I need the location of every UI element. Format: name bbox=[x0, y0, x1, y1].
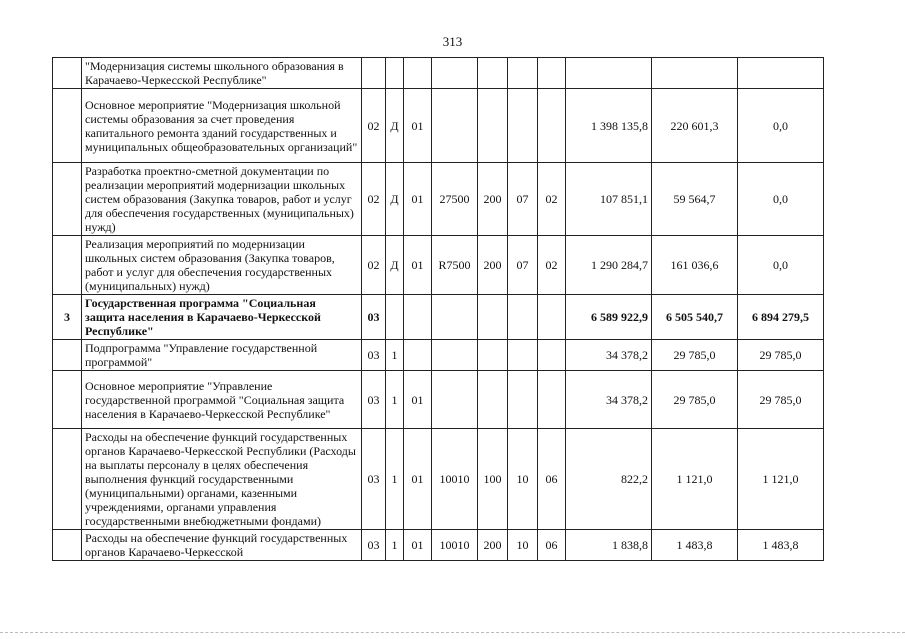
amount-year2-cell: 29 785,0 bbox=[652, 340, 738, 371]
item-name-cell: Государственная программа "Социальная защита населения в Карачаево-Черкесской Республике" bbox=[82, 295, 362, 340]
amount-year1-cell bbox=[566, 58, 652, 89]
subsection-cell: 06 bbox=[538, 429, 566, 530]
amount-year1-cell: 34 378,2 bbox=[566, 371, 652, 429]
amount-year3-cell: 29 785,0 bbox=[738, 371, 824, 429]
activity-code-cell: 01 bbox=[404, 530, 432, 561]
activity-code-cell bbox=[404, 295, 432, 340]
row-number-cell bbox=[53, 429, 82, 530]
direction-code-cell: 27500 bbox=[432, 163, 478, 236]
program-code-cell: 02 bbox=[362, 236, 386, 295]
subprogram-code-cell bbox=[386, 58, 404, 89]
program-code-cell: 02 bbox=[362, 163, 386, 236]
subsection-cell: 02 bbox=[538, 163, 566, 236]
subsection-cell bbox=[538, 58, 566, 89]
expense-type-cell bbox=[478, 89, 508, 163]
activity-code-cell: 01 bbox=[404, 163, 432, 236]
program-code-cell: 03 bbox=[362, 340, 386, 371]
amount-year2-cell: 29 785,0 bbox=[652, 371, 738, 429]
amount-year2-cell bbox=[652, 58, 738, 89]
amount-year1-cell: 6 589 922,9 bbox=[566, 295, 652, 340]
subprogram-code-cell: Д bbox=[386, 236, 404, 295]
row-number-cell bbox=[53, 340, 82, 371]
expense-type-cell bbox=[478, 371, 508, 429]
amount-year3-cell: 29 785,0 bbox=[738, 340, 824, 371]
direction-code-cell: 10010 bbox=[432, 429, 478, 530]
amount-year1-cell: 1 290 284,7 bbox=[566, 236, 652, 295]
table-row bbox=[53, 236, 824, 295]
amount-year1-cell: 1 838,8 bbox=[566, 530, 652, 561]
table-row bbox=[53, 163, 824, 236]
section-cell: 07 bbox=[508, 163, 538, 236]
expense-type-cell: 200 bbox=[478, 530, 508, 561]
row-number-cell bbox=[53, 163, 82, 236]
amount-year2-cell: 59 564,7 bbox=[652, 163, 738, 236]
direction-code-cell bbox=[432, 371, 478, 429]
item-name-cell: Основное мероприятие "Модернизация школьной системы образования за счет проведения капитального ремонта зданий государственных и муниципальных общеобразовательных организаций" bbox=[82, 89, 362, 163]
amount-year3-cell: 0,0 bbox=[738, 89, 824, 163]
subprogram-code-cell: Д bbox=[386, 163, 404, 236]
direction-code-cell: 10010 bbox=[432, 530, 478, 561]
item-name-cell: "Модернизация системы школьного образования в Карачаево-Черкесской Республике" bbox=[82, 58, 362, 89]
subsection-cell: 02 bbox=[538, 236, 566, 295]
scan-edge-line bbox=[0, 632, 905, 633]
row-number-cell bbox=[53, 58, 82, 89]
direction-code-cell bbox=[432, 89, 478, 163]
section-cell bbox=[508, 58, 538, 89]
activity-code-cell bbox=[404, 58, 432, 89]
row-number-cell bbox=[53, 89, 82, 163]
table-row bbox=[53, 58, 824, 89]
table-row bbox=[53, 371, 824, 429]
row-number-cell bbox=[53, 530, 82, 561]
amount-year2-cell: 1 483,8 bbox=[652, 530, 738, 561]
amount-year2-cell: 1 121,0 bbox=[652, 429, 738, 530]
section-cell bbox=[508, 371, 538, 429]
subprogram-code-cell: 1 bbox=[386, 371, 404, 429]
subsection-cell bbox=[538, 340, 566, 371]
item-name-cell: Расходы на обеспечение функций государственных органов Карачаево-Черкесской Республики (Расходы на выплаты персоналу в целях обеспечения выполнения функций государственными (муниципальными) органами, казенными учреждениями, органами управления государственными внебюджетными фондами) bbox=[82, 429, 362, 530]
table-row bbox=[53, 89, 824, 163]
subsection-cell bbox=[538, 89, 566, 163]
direction-code-cell: R7500 bbox=[432, 236, 478, 295]
item-name-cell: Подпрограмма "Управление государственной программой" bbox=[82, 340, 362, 371]
subprogram-code-cell: 1 bbox=[386, 530, 404, 561]
program-code-cell: 03 bbox=[362, 530, 386, 561]
activity-code-cell: 01 bbox=[404, 429, 432, 530]
program-code-cell: 02 bbox=[362, 89, 386, 163]
expense-type-cell: 200 bbox=[478, 163, 508, 236]
item-name-cell: Расходы на обеспечение функций государственных органов Карачаево-Черкесской bbox=[82, 530, 362, 561]
table-row bbox=[53, 429, 824, 530]
activity-code-cell bbox=[404, 340, 432, 371]
program-code-cell bbox=[362, 58, 386, 89]
section-cell bbox=[508, 89, 538, 163]
section-cell bbox=[508, 295, 538, 340]
program-code-cell: 03 bbox=[362, 295, 386, 340]
amount-year3-cell bbox=[738, 58, 824, 89]
budget-table bbox=[52, 57, 824, 561]
activity-code-cell: 01 bbox=[404, 89, 432, 163]
direction-code-cell bbox=[432, 340, 478, 371]
section-cell: 10 bbox=[508, 429, 538, 530]
direction-code-cell bbox=[432, 295, 478, 340]
amount-year2-cell: 161 036,6 bbox=[652, 236, 738, 295]
table-row bbox=[53, 530, 824, 561]
item-name-cell: Реализация мероприятий по модернизации школьных систем образования (Закупка товаров, работ и услуг для обеспечения государственных (муниципальных) нужд) bbox=[82, 236, 362, 295]
activity-code-cell: 01 bbox=[404, 236, 432, 295]
amount-year3-cell: 1 483,8 bbox=[738, 530, 824, 561]
subsection-cell bbox=[538, 371, 566, 429]
row-number-cell bbox=[53, 236, 82, 295]
section-cell: 10 bbox=[508, 530, 538, 561]
table-row bbox=[53, 295, 824, 340]
expense-type-cell bbox=[478, 295, 508, 340]
table-row bbox=[53, 340, 824, 371]
amount-year2-cell: 6 505 540,7 bbox=[652, 295, 738, 340]
expense-type-cell: 200 bbox=[478, 236, 508, 295]
expense-type-cell bbox=[478, 340, 508, 371]
subprogram-code-cell: 1 bbox=[386, 340, 404, 371]
amount-year3-cell: 1 121,0 bbox=[738, 429, 824, 530]
subprogram-code-cell bbox=[386, 295, 404, 340]
subsection-cell bbox=[538, 295, 566, 340]
section-cell bbox=[508, 340, 538, 371]
activity-code-cell: 01 bbox=[404, 371, 432, 429]
section-cell: 07 bbox=[508, 236, 538, 295]
item-name-cell: Разработка проектно-сметной документации по реализации мероприятий модернизации школьных систем образования (Закупка товаров, работ и услуг для обеспечения государственных (муниципальных) нужд) bbox=[82, 163, 362, 236]
page-number: 313 bbox=[442, 34, 463, 49]
row-number-cell: 3 bbox=[53, 295, 82, 340]
amount-year2-cell: 220 601,3 bbox=[652, 89, 738, 163]
amount-year1-cell: 822,2 bbox=[566, 429, 652, 530]
direction-code-cell bbox=[432, 58, 478, 89]
amount-year1-cell: 107 851,1 bbox=[566, 163, 652, 236]
amount-year1-cell: 34 378,2 bbox=[566, 340, 652, 371]
program-code-cell: 03 bbox=[362, 429, 386, 530]
subprogram-code-cell: Д bbox=[386, 89, 404, 163]
subprogram-code-cell: 1 bbox=[386, 429, 404, 530]
expense-type-cell: 100 bbox=[478, 429, 508, 530]
subsection-cell: 06 bbox=[538, 530, 566, 561]
row-number-cell bbox=[53, 371, 82, 429]
amount-year3-cell: 0,0 bbox=[738, 163, 824, 236]
amount-year3-cell: 0,0 bbox=[738, 236, 824, 295]
amount-year1-cell: 1 398 135,8 bbox=[566, 89, 652, 163]
expense-type-cell bbox=[478, 58, 508, 89]
amount-year3-cell: 6 894 279,5 bbox=[738, 295, 824, 340]
item-name-cell: Основное мероприятие "Управление государственной программой "Социальная защита населения в Карачаево-Черкесской Республике" bbox=[82, 371, 362, 429]
program-code-cell: 03 bbox=[362, 371, 386, 429]
